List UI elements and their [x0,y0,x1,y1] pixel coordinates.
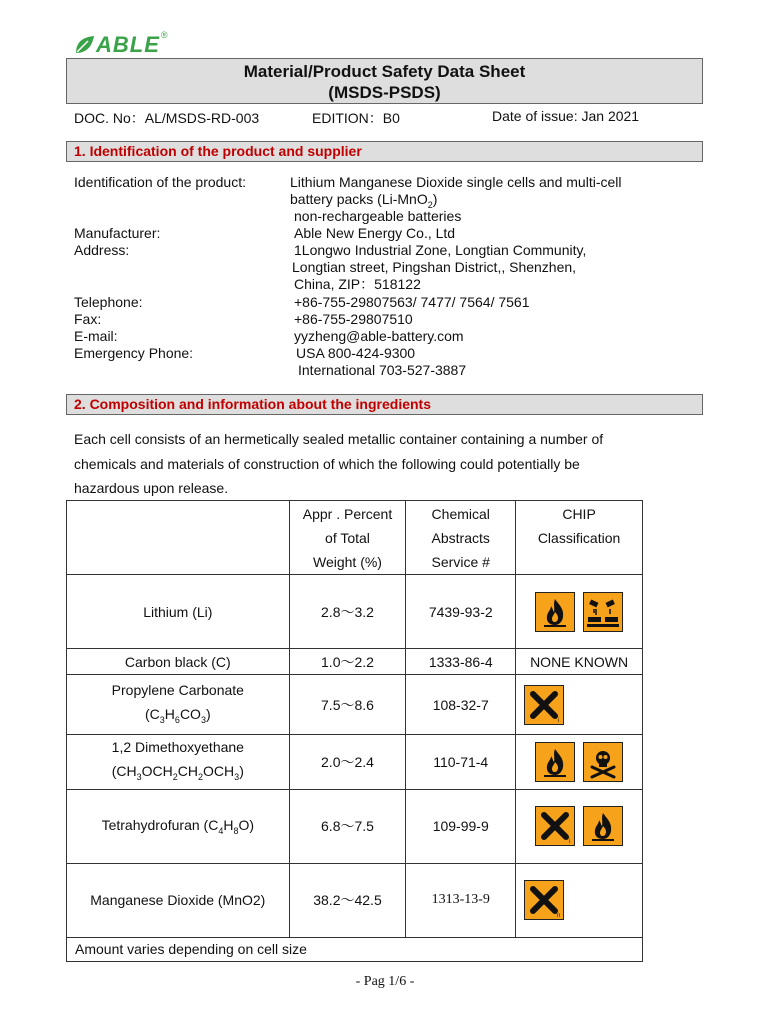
emergency-international: International 703-527-3887 [298,362,467,378]
email-label: E-mail: [74,328,118,344]
section2-heading: 2. Composition and information about the ingredients [66,394,703,415]
fax-label: Fax: [74,311,102,327]
header-cas: Chemical Abstracts Service # [406,501,516,575]
ingredient-percent: 2.8～3.2 [289,575,406,649]
irritant-icon [524,685,564,725]
manufacturer-value: Able New Energy Co., Ltd [294,225,456,241]
ingredient-chip: NONE KNOWN [516,649,643,675]
edition: EDITION：B0 [312,110,400,126]
ingredient-name: Tetrahydrofuran $(C_4H_8O)$ [67,789,290,863]
ingredient-chip [516,575,643,649]
header-name-cell [67,501,290,575]
company-logo [72,30,168,60]
product-line-3: non-rechargeable batteries [294,208,462,224]
table-row [67,675,643,735]
issue-date: Date of issue: Jan 2021 [492,108,640,124]
document-title-box [66,58,703,104]
ingredient-cas: 1333-86-4 [406,649,516,675]
table-row [67,789,643,863]
manufacturer-label: Manufacturer: [74,225,161,241]
logo-text: ABLE [96,32,160,57]
ingredient-cas: 108-32-7 [406,675,516,735]
ingredient-name: Manganese Dioxide (MnO2) [67,863,290,937]
irritant-icon [535,806,575,846]
ingredient-percent: 38.2～42.5 [289,863,406,937]
ingredient-cas: 109-99-9 [406,789,516,863]
table-row [67,575,643,649]
composition-table [66,500,643,962]
product-line-1: Lithium Manganese Dioxide single cells and multi-cell [290,174,622,190]
ingredient-percent: 1.0～2.2 [289,649,406,675]
table-header-row [67,501,643,575]
telephone-value: +86-755-29807563/ 7477/ 7564/ 7561 [294,294,530,310]
address-line-3: China, ZIP：518122 [294,276,421,292]
harmful-icon [524,880,564,920]
ingredient-name: 1,2 Dimethoxyethane $(CH_3OCH_2CH_2OCH_3)$ [67,735,290,790]
table-row [67,863,643,937]
table-note: Amount varies depending on cell size [67,937,643,961]
ingredient-percent: 2.0～2.4 [289,735,406,790]
ingredient-percent: 6.8～7.5 [289,789,406,863]
svg-text:n: n [557,913,561,920]
document-subtitle: (MSDS-PSDS) [328,83,441,102]
email-link[interactable]: yyzheng@able-battery.com [294,328,464,344]
address-line-1: 1Longwo Industrial Zone, Longtian Community, [294,242,587,258]
svg-text:i: i [558,717,560,724]
product-line-2: battery packs (Li-MnO$_2$) [290,191,438,210]
telephone-label: Telephone: [74,294,143,310]
ingredient-cas: 7439-93-2 [406,575,516,649]
emergency-usa: USA 800-424-9300 [296,345,416,361]
document-title: Material/Product Safety Data Sheet [243,62,526,81]
section1-heading: 1. Identification of the product and supplier [66,141,703,162]
ingredient-percent: 7.5～8.6 [289,675,406,735]
page-number: - Pag 1/6 - [355,974,415,989]
ingredient-chip [516,863,643,937]
toxic-icon [583,742,623,782]
ingredient-chip [516,789,643,863]
ingredient-cas: 110-71-4 [406,735,516,790]
ingredient-name: Lithium (Li) [67,575,290,649]
address-line-2: Longtian street, Pingshan District,, Shenzhen, [292,259,577,275]
table-note-row [67,937,643,961]
composition-paragraph: Each cell consists of an hermetically sealed metallic container containing a number of chemicals and materials of construction of which the following could potentially be hazardous upon release. [74,431,604,496]
table-row [67,649,643,675]
registered-mark: ® [160,30,168,40]
flammable-icon [535,592,575,632]
leaf-icon [72,33,96,57]
fax-value: +86-755-29807510 [294,311,413,327]
ingredient-cas: 1313-13-9 [406,863,516,937]
header-chip: CHIP Classification [516,501,643,575]
flammable-icon [535,742,575,782]
ingredient-chip [516,675,643,735]
emergency-label: Emergency Phone: [74,345,194,361]
ingredient-chip [516,735,643,790]
doc-number: DOC. No：AL/MSDS-RD-003 [74,110,260,126]
table-row [67,735,643,790]
product-label: Identification of the product: [74,174,246,190]
ingredient-name: Carbon black (C) [67,649,290,675]
address-label: Address: [74,242,130,258]
svg-text:i: i [569,839,571,846]
header-percent: Appr . Percent of Total Weight (%) [289,501,406,575]
corrosive-icon [583,592,623,632]
flammable-icon [583,806,623,846]
ingredient-name: Propylene Carbonate $(C_3H_6CO_3)$ [67,675,290,735]
